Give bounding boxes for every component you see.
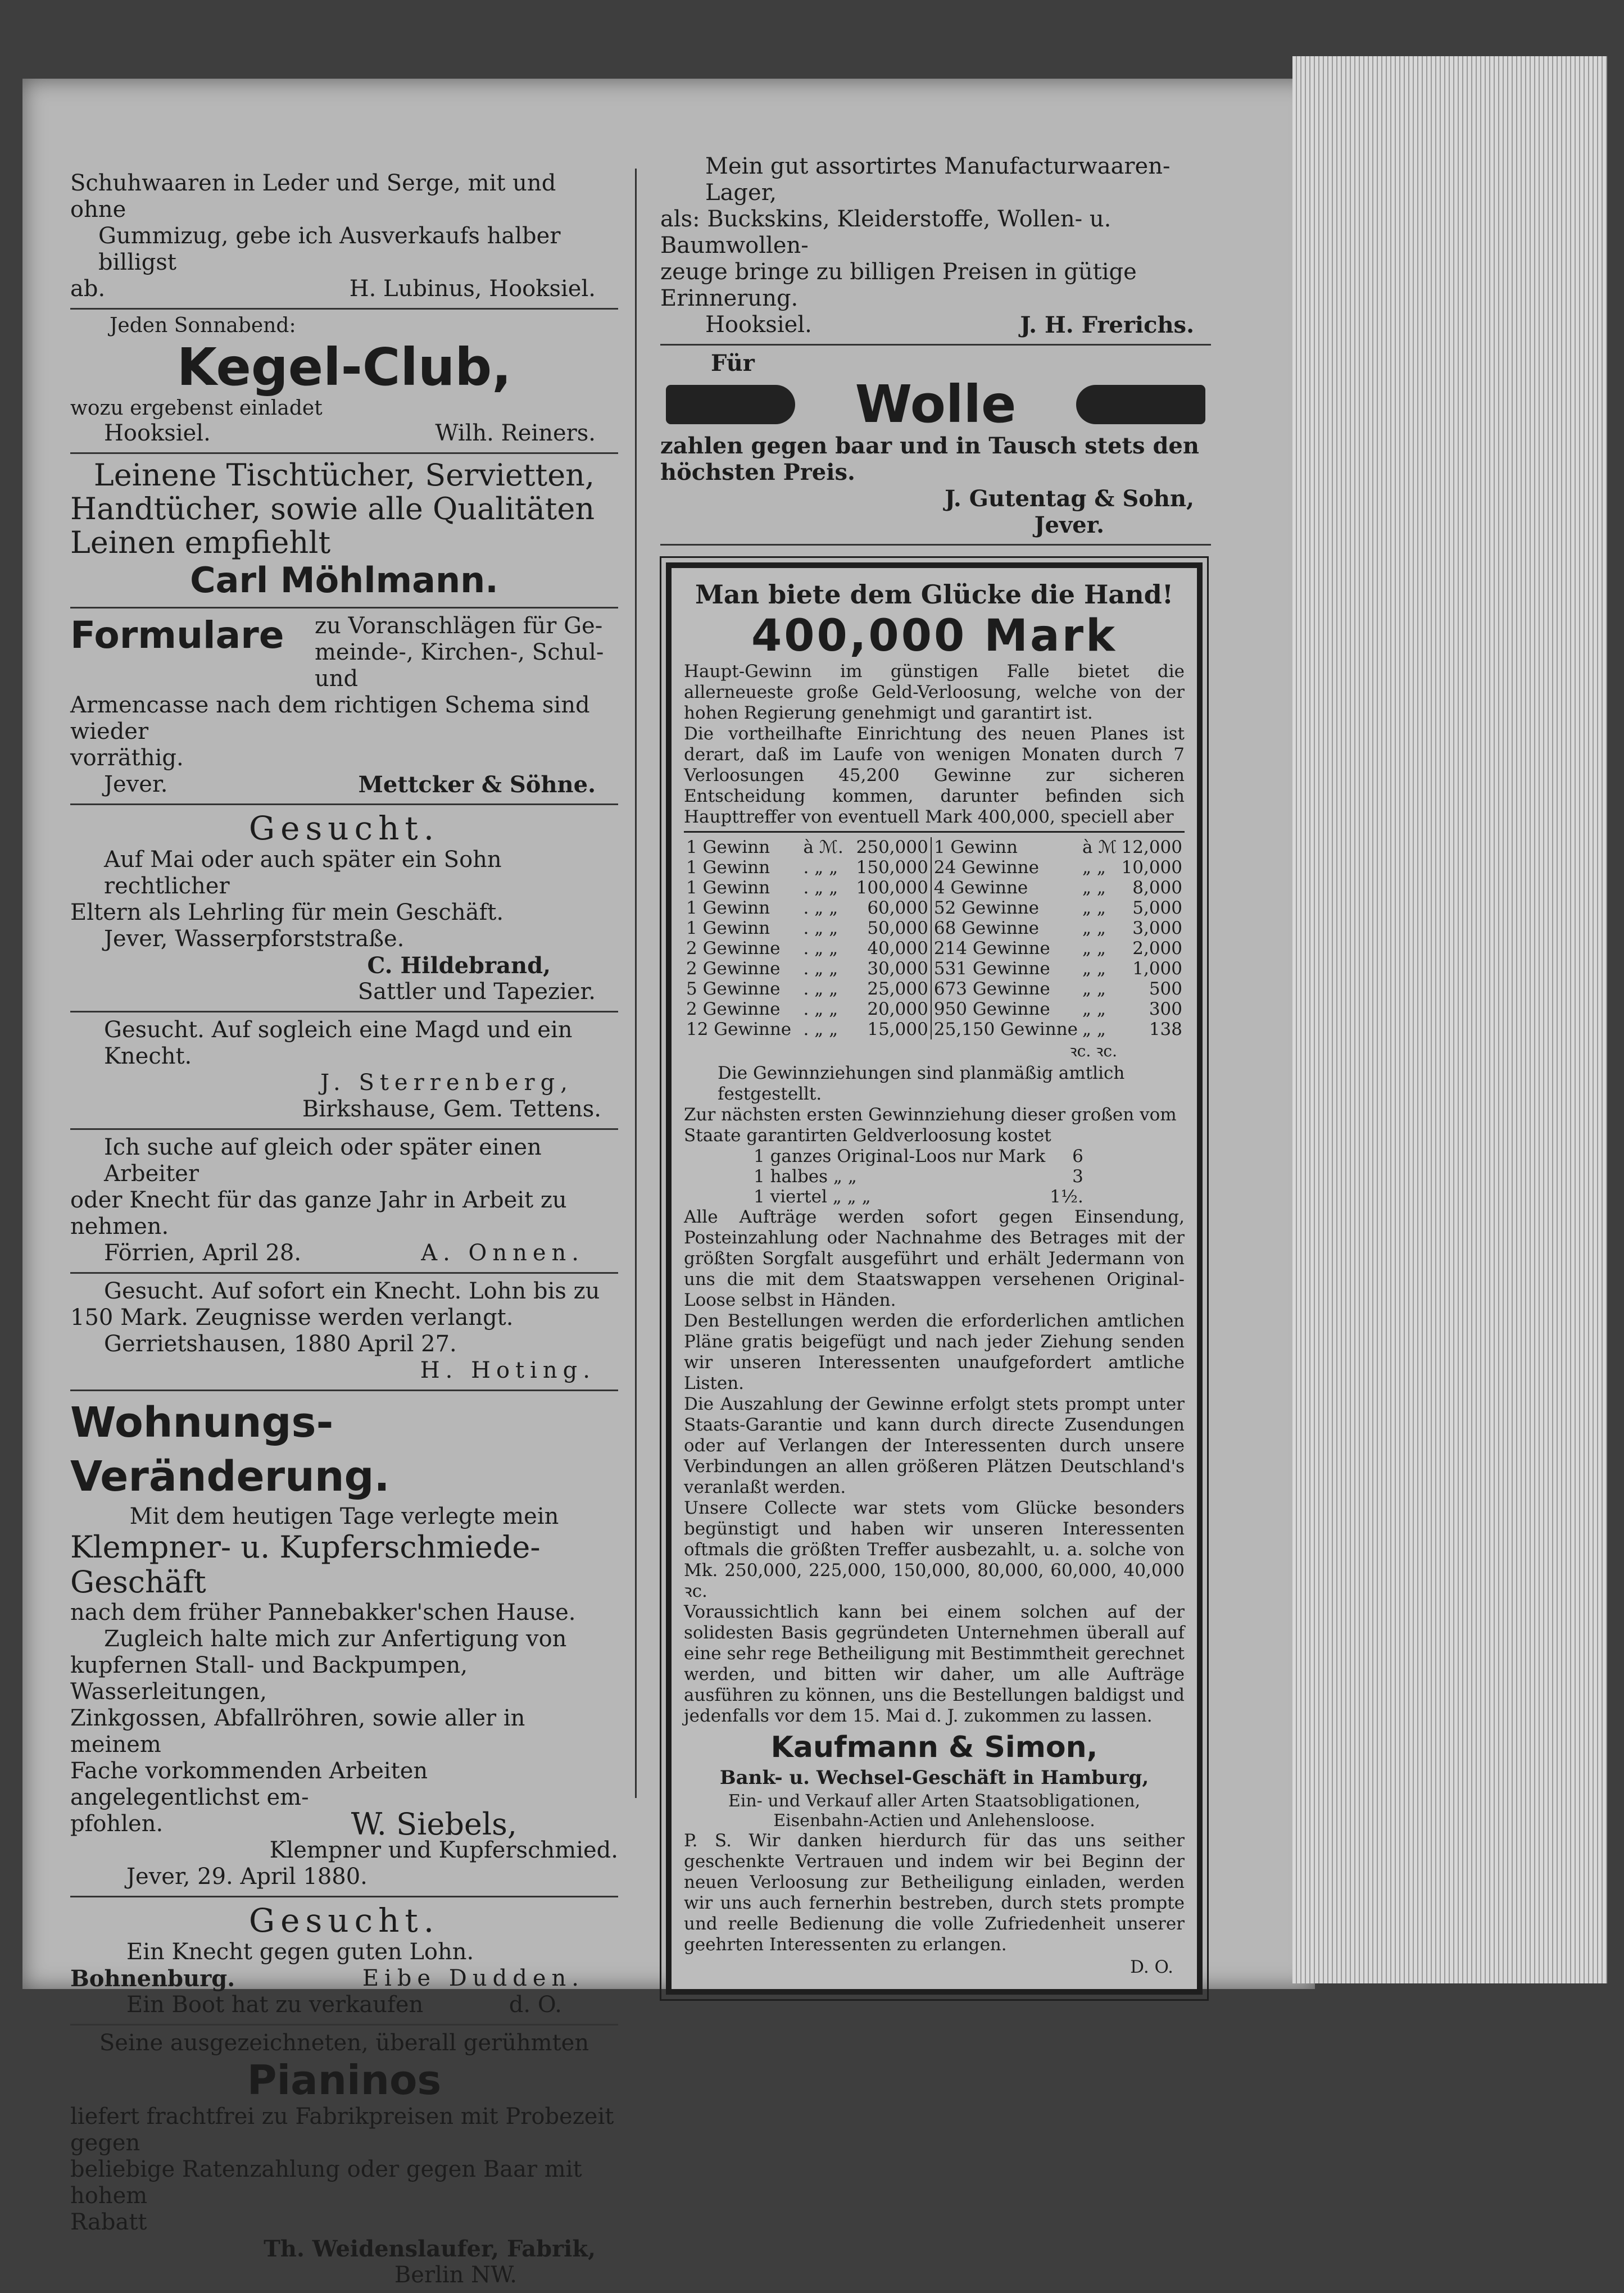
ad-title: Gesucht. [248, 1901, 440, 1940]
prize-row [932, 878, 1185, 898]
prize-row [932, 959, 1185, 979]
ad-text: Jeden Sonnabend: [110, 314, 296, 337]
ad-hildebrand [70, 805, 618, 1012]
ad-text: Gummizug, gebe ich Ausverkaufs halber billigst [98, 223, 561, 275]
lottery-headline: Man biete dem Glücke die Hand! [695, 579, 1174, 610]
prize-cell: . „ „ [803, 878, 838, 898]
prize-row [932, 898, 1185, 918]
ad-signature: Eibe Dudden. [362, 1965, 584, 1991]
prize-cell: 50,000 [867, 918, 928, 938]
ad-signature: J. H. Frerichs. [1020, 312, 1194, 338]
ad-signature: H. Hoting. [420, 1357, 596, 1383]
prize-cell: . „ „ [803, 979, 838, 999]
ad-text: Armencasse nach dem richtigen Schema sind wieder [70, 692, 590, 744]
ad-signature: J. Sterrenberg, [320, 1070, 573, 1096]
ad-signature: A. Onnen. [421, 1240, 584, 1266]
prize-row [684, 959, 931, 979]
prize-cell: 2 Gewinne [686, 999, 781, 1019]
ad-signature: J. Gutentag & Sohn, [945, 485, 1194, 512]
prize-row [932, 837, 1185, 857]
ad-text: Seine ausgezeichneten, überall gerühmten [99, 2030, 589, 2056]
ad-text: Klempner- u. Kupferschmiede-Geschäft [70, 1529, 541, 1600]
prize-cell: 150,000 [856, 857, 928, 878]
prize-cell: 20,000 [867, 999, 928, 1019]
lottery-text: Die Gewinnziehungen sind planmäßig amtlich festgestellt. [718, 1063, 1125, 1104]
prize-cell: à ℳ [1082, 837, 1117, 857]
prize-row [932, 938, 1185, 959]
prize-cell: „ „ [1082, 1019, 1106, 1039]
prize-cell: 500 [1149, 979, 1182, 999]
ad-signature: Carl Möhlmann. [190, 560, 498, 601]
prize-row [751, 1146, 1086, 1166]
ad-signature: Berlin NW. [394, 2262, 517, 2288]
ad-signature: Birkshause, Gem. Tettens. [302, 1096, 601, 1122]
ad-date: Jever, 29. April 1880. [126, 1864, 368, 1890]
ad-text: höchsten Preis. [660, 459, 855, 485]
ad-frerichs [660, 149, 1211, 346]
prize-cell: 2 Gewinne [686, 959, 781, 979]
ad-title: Gesucht. [248, 809, 440, 847]
prize-cell: 1 ganzes Original-Loos nur Mark [754, 1146, 1046, 1166]
prize-cell: 60,000 [867, 898, 928, 918]
ad-text: als: Buckskins, Kleiderstoffe, Wollen- u. Baumwollen- [660, 206, 1112, 258]
prize-cell: 52 Gewinne [933, 898, 1039, 918]
ad-text: zeuge bringe zu billigen Preisen in gütige Erinnerung. [660, 259, 1137, 311]
ad-signature: Wilh. Reiners. [435, 420, 596, 446]
ad-signature: d. O. [509, 1992, 562, 2018]
ad-lubinus [70, 166, 618, 310]
prize-cell: 5,000 [1132, 898, 1182, 918]
ad-dudden [70, 1897, 618, 2026]
prize-row [684, 837, 931, 857]
ad-text: Hooksiel. [104, 420, 211, 446]
lottery-text: Unsere Collecte war stets vom Glücke besonders begünstigt und haben wir unseren Interessenten oftmals die größten Treffer ausbezahlt, u. a. solche von Mk. 250,000, 225,000, 150,000, 80,000, 60,000, 40,000 ꝛc. [684, 1498, 1185, 1601]
lottery-text: Alle Aufträge werden sofort gegen Einsendung, Posteinzahlung oder Nachnahme des Betrages mit der größten Sorgfalt ausgeführt und erhält Jedermann von uns die mit dem Staatswappen versehenen Original-Loose selbst in Händen. [684, 1207, 1185, 1310]
prize-cell: 4 Gewinne [933, 878, 1028, 898]
lottery-text: Die vortheilhafte Einrichtung des neuen Planes ist derart, daß im Laufe von wenigen Monaten durch 7 Verloosungen 45,200 Gewinne zur sicheren Entscheidung kommen, darunter befinden sich Haupttreffer von eventuell Mark 400,000, speciell aber [684, 724, 1185, 833]
ad-text: meinde-, Kirchen-, Schul- und [315, 639, 604, 692]
prize-cell: 24 Gewinne [933, 857, 1039, 878]
ad-text: Förrien, April 28. [104, 1240, 302, 1266]
prize-cell: . „ „ [803, 898, 838, 918]
ad-text: Für [711, 350, 755, 376]
prize-cell: 25,000 [867, 979, 928, 999]
prize-row [932, 857, 1185, 878]
lottery-text: Den Bestellungen werden die erforderlichen amtlichen Pläne gratis beigefügt und nach jeder Ziehung senden wir unseren Interessenten unaufgefordert amtliche Listen. [684, 1311, 1185, 1393]
prize-cell: „ „ [1082, 918, 1106, 938]
ad-text: Gerrietshausen, 1880 April 27. [104, 1331, 457, 1357]
pointing-hand-right-icon [666, 385, 795, 424]
ad-text: Leinen empfiehlt [70, 525, 331, 560]
prize-row [684, 898, 931, 918]
prize-cell: . „ „ [803, 857, 838, 878]
pointing-hand-left-icon [1076, 385, 1205, 424]
prize-row [684, 918, 931, 938]
prize-cell: „ „ [1082, 938, 1106, 959]
prize-row [684, 938, 931, 959]
prize-cell: 1 Gewinn [686, 898, 770, 918]
prize-cell: 1½. [1050, 1187, 1083, 1207]
prize-row [932, 979, 1185, 999]
ad-text: Schuhwaaren in Leder und Serge, mit und ohne [70, 170, 556, 223]
prize-cell: . „ „ [803, 959, 838, 979]
ad-text: Ein Knecht gegen guten Lohn. [126, 1939, 474, 1965]
prize-row [684, 979, 931, 999]
ad-text: Handtücher, sowie alle Qualitäten [70, 491, 595, 526]
ad-text: zahlen gegen baar und in Tausch stets den [660, 433, 1199, 459]
prize-cell: 250,000 [856, 837, 928, 857]
ad-signature: C. Hildebrand, [367, 952, 551, 979]
prize-row [684, 999, 931, 1019]
ad-text: nach dem früher Pannebakker'schen Hause. [70, 1600, 576, 1625]
ad-text: Gesucht. Auf sogleich eine Magd und ein Knecht. [104, 1017, 573, 1069]
prize-cell: 5 Gewinne [686, 979, 781, 999]
prize-cell: 1 Gewinn [933, 837, 1018, 857]
ad-text: beliebige Ratenzahlung oder gegen Baar mit hohem [70, 2156, 582, 2209]
ad-text: Ein Boot hat zu verkaufen [126, 1992, 424, 2018]
ad-text: Jever, Wasserpforststraße. [104, 926, 405, 952]
prize-row [932, 918, 1185, 938]
prize-cell: 6 [1072, 1146, 1083, 1166]
prize-cell: 40,000 [867, 938, 928, 959]
prize-row [684, 857, 931, 878]
ad-title: Wohnungs-Veränderung. [70, 1398, 390, 1501]
lottery-signature: D. O. [1130, 1957, 1173, 1977]
lottery-etc: ꝛc. ꝛc. [1069, 1042, 1117, 1060]
ad-text: wozu ergebenst einladet [70, 397, 323, 420]
prize-cell: 100,000 [856, 878, 928, 898]
prize-cell: „ „ [1082, 857, 1106, 878]
prize-cell: 1 Gewinn [686, 857, 770, 878]
left-column [70, 79, 618, 2293]
ad-gutentag [660, 346, 1211, 546]
ad-kegel-club [70, 310, 618, 454]
ad-text: 150 Mark. Zeugnisse werden verlangt. [70, 1305, 514, 1331]
prize-cell: „ „ [1082, 898, 1106, 918]
prize-table-right [932, 837, 1185, 1039]
prize-cell: „ „ [1082, 959, 1106, 979]
prize-table-left [684, 837, 932, 1039]
ad-text: Gesucht. Auf sofort ein Knecht. Lohn bis zu [104, 1278, 600, 1304]
ad-title: Formulare [70, 614, 284, 657]
prize-row [932, 1019, 1185, 1039]
prize-cell: 673 Gewinne [933, 979, 1050, 999]
column-divider [635, 169, 637, 1798]
prize-cell: 2,000 [1132, 938, 1182, 959]
ad-text: Mein gut assortirtes Manufacturwaaren-Lager, [705, 153, 1171, 206]
ad-signature: W. Siebels, [351, 1806, 517, 1842]
ad-text: kupfernen Stall- und Backpumpen, Wasserleitungen, [70, 1652, 468, 1705]
prize-cell: 10,000 [1121, 857, 1182, 878]
ad-text: Fache vorkommenden Arbeiten angelegentlichst em- [70, 1758, 428, 1810]
prize-cell: „ „ [1082, 979, 1106, 999]
ad-hoting [70, 1274, 618, 1391]
prize-cell: „ „ [1082, 878, 1106, 898]
prize-cell: 950 Gewinne [933, 999, 1050, 1019]
ad-text: Eltern als Lehrling für mein Geschäft. [70, 900, 504, 925]
ad-text: Bohnenburg. [70, 1965, 235, 1992]
ad-formulare [70, 609, 618, 805]
ad-signature: Klempner und Kupferschmied. [269, 1837, 618, 1863]
ad-signature: Sattler und Tapezier. [357, 979, 596, 1005]
prize-cell: 1 halbes „ „ [754, 1166, 857, 1187]
prize-row [684, 1019, 931, 1039]
ticket-price-table [751, 1146, 1086, 1207]
ad-text: oder Knecht für das ganze Jahr in Arbeit zu nehmen. [70, 1187, 567, 1239]
ad-text: ab. [70, 276, 106, 302]
book-page-edges [1292, 56, 1607, 1983]
lottery-amount: 400,000 Mark [751, 611, 1117, 661]
prize-cell: . „ „ [803, 938, 838, 959]
prize-row [751, 1166, 1086, 1187]
ad-siebels [70, 1391, 618, 1897]
ad-signature: Jever. [1034, 512, 1104, 538]
prize-cell: 300 [1149, 999, 1182, 1019]
prize-cell: „ „ [1082, 999, 1106, 1019]
ad-title: Pianinos [247, 2056, 442, 2104]
ad-text: Auf Mai oder auch später ein Sohn rechtlicher [104, 847, 502, 899]
lottery-postscript: P. S. Wir danken hierdurch für das uns seither geschenkte Vertrauen und indem wir bei Beginn der neuen Verloosung zur Betheiligung einladen, werden wir uns auch fernerhin bestreben, durch stets prompte und reelle Bedienung die volle Zufriedenheit unserer geehrten Interessenten zu erlangen. [684, 1831, 1185, 1955]
lottery-text: Zur nächsten ersten Gewinnziehung dieser großen vom Staate garantirten Geldverloosung kostet [684, 1105, 1177, 1146]
prize-cell: 214 Gewinne [933, 938, 1050, 959]
ad-text: liefert frachtfrei zu Fabrikpreisen mit Probezeit gegen [70, 2104, 614, 2156]
prize-cell: 25,150 Gewinne [933, 1019, 1078, 1039]
ad-onnen [70, 1130, 618, 1274]
ad-text: Zugleich halte mich zur Anfertigung von [104, 1626, 567, 1652]
prize-row [932, 999, 1185, 1019]
ad-signature: Mettcker & Söhne. [358, 771, 596, 798]
ad-text: vorräthig. [70, 745, 184, 771]
ad-title: Kegel-Club, [176, 337, 512, 397]
ad-signature: Th. Weidenslaufer, Fabrik, [264, 2236, 596, 2262]
ad-text: Jever. [104, 771, 168, 797]
ad-text: Mit dem heutigen Tage verlegte mein [129, 1504, 559, 1529]
prize-cell: à ℳ. [803, 837, 843, 857]
prize-cell: 1,000 [1132, 959, 1182, 979]
prize-cell: 68 Gewinne [933, 918, 1039, 938]
lottery-firm-line: Ein- und Verkauf aller Arten Staatsobligationen, Eisenbahn-Actien und Anlehensloose. [728, 1791, 1141, 1831]
ad-lottery-box [666, 562, 1203, 1995]
right-column [660, 79, 1211, 1995]
prize-cell: 3 [1072, 1166, 1083, 1187]
prize-cell: . „ „ [803, 918, 838, 938]
lottery-text: Die Auszahlung der Gewinne erfolgt stets prompt unter Staats-Garantie und kann durch directe Zusendungen oder auf Verlangen der Interessenten durch unsere Verbindungen an allen größeren Plätzen Deutschland's veranlaßt werden. [684, 1394, 1185, 1497]
prize-cell: 8,000 [1132, 878, 1182, 898]
ad-text: Ich suche auf gleich oder später einen Arbeiter [104, 1134, 542, 1187]
prize-cell: 1 Gewinn [686, 918, 770, 938]
ad-signature: H. Lubinus, Hooksiel. [349, 276, 596, 302]
lottery-text: Haupt-Gewinn im günstigen Falle bietet die allerneueste große Geld-Verloosung, welche von der hohen Regierung genehmigt und garantirt ist. [684, 661, 1185, 723]
prize-row [684, 878, 931, 898]
prize-row [751, 1187, 1086, 1207]
lottery-firm-line: Bank- u. Wechsel-Geschäft in Hamburg, [719, 1767, 1149, 1789]
ad-text: pfohlen. [70, 1811, 164, 1837]
prize-cell: 138 [1149, 1019, 1182, 1039]
prize-cell: 12 Gewinne [686, 1019, 792, 1039]
lottery-firm: Kaufmann & Simon, [770, 1731, 1098, 1764]
prize-cell: 1 Gewinn [686, 837, 770, 857]
prize-cell: 531 Gewinne [933, 959, 1050, 979]
ad-text: Rabatt [70, 2209, 147, 2235]
ad-title: Wolle [855, 374, 1017, 434]
prize-cell: 1 Gewinn [686, 878, 770, 898]
prize-cell: 2 Gewinne [686, 938, 781, 959]
prize-cell: 12,000 [1121, 837, 1182, 857]
ad-text: Hooksiel. [705, 312, 812, 338]
ad-moehlmann [70, 454, 618, 609]
prize-cell: 15,000 [867, 1019, 928, 1039]
ad-sterrenberg [70, 1012, 618, 1130]
prize-cell: . „ „ [803, 1019, 838, 1039]
prize-cell: 3,000 [1132, 918, 1182, 938]
ad-text: zu Voranschlägen für Ge- [315, 613, 603, 639]
prize-cell: 1 viertel „ „ „ [754, 1187, 871, 1207]
prize-cell: . „ „ [803, 999, 838, 1019]
ad-text: Zinkgossen, Abfallröhren, sowie aller in meinem [70, 1705, 525, 1758]
prize-cell: 30,000 [867, 959, 928, 979]
ad-pianinos [70, 2026, 618, 2293]
ad-text: Leinene Tischtücher, Servietten, [93, 457, 595, 493]
lottery-text: Voraussichtlich kann bei einem solchen auf der solidesten Basis gegründeten Unternehmen überall auf eine sehr rege Betheiligung mit Bestimmtheit gerechnet werden, und bitten wir daher, um alle Aufträge ausführen zu können, uns die Bestellungen baldigst und jedenfalls vor dem 15. Mai d. J. zukommen zu lassen. [684, 1602, 1185, 1726]
